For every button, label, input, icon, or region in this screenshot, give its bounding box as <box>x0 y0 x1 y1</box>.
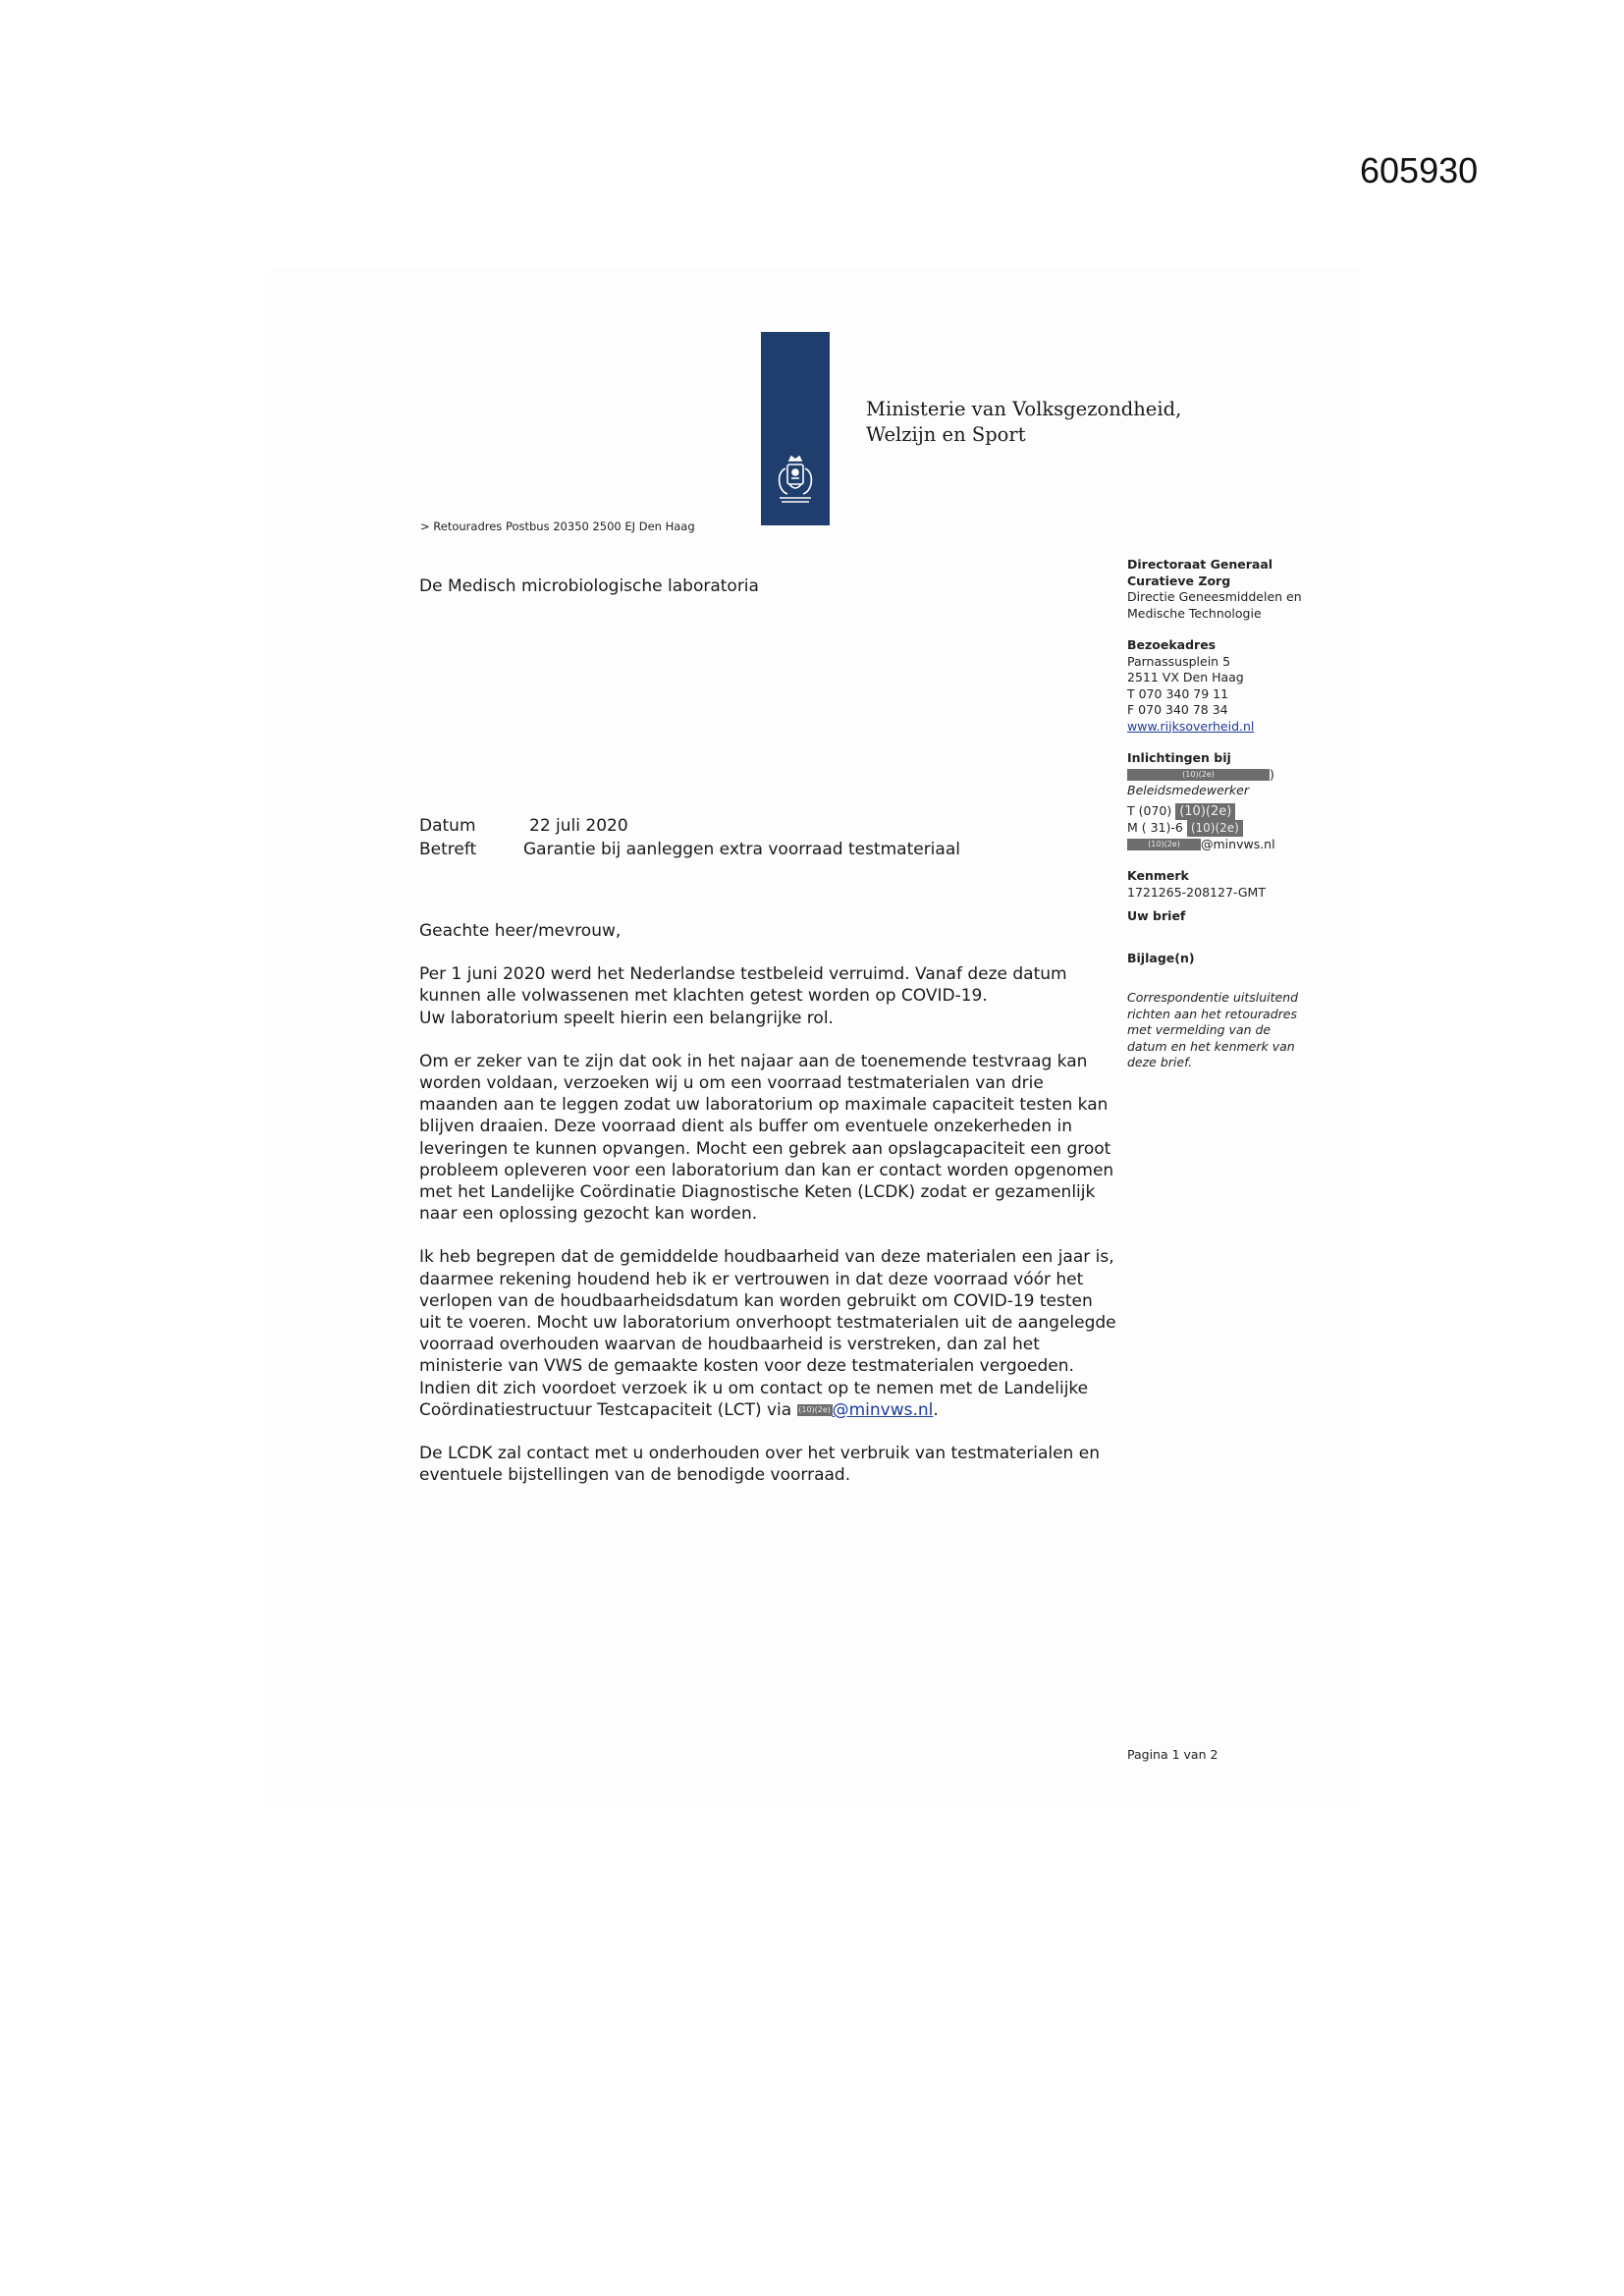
paragraph-4 <box>419 1443 1116 1486</box>
paragraph-line: verlopen van de houdbaarheidsdatum kan worden gebruikt om COVID-19 testen <box>419 1290 1093 1311</box>
contact-phone-row <box>1127 803 1314 820</box>
paragraph-line: kunnen alle volwassenen met klachten getest worden op COVID-19. <box>419 986 988 1007</box>
your-letter-block <box>1127 908 1314 925</box>
contact-mail-suffix[interactable]: @minvws.nl <box>1201 836 1275 851</box>
uwbrief-heading: Uw brief <box>1127 908 1186 923</box>
paragraph-line: Per 1 juni 2020 werd het Nederlandse testbeleid verruimd. Vanaf deze datum <box>419 964 1067 985</box>
correspondence-note <box>1127 990 1314 1071</box>
sidebar <box>1127 557 1314 1071</box>
subject-row <box>419 838 960 861</box>
subject-value: Garantie bij aanleggen extra voorraad testmateriaal <box>523 840 960 859</box>
date-row <box>419 814 960 838</box>
paragraph-line: met het Landelijke Coördinatie Diagnostische Keten (LCDK) zodat er gezamenlijk <box>419 1182 1096 1203</box>
paragraph-line: ministerie van VWS de gemaakte kosten voor deze testmaterialen vergoeden. <box>419 1356 1074 1377</box>
dg-line: Medische Technologie <box>1127 605 1262 621</box>
paragraph-line: naar een oplossing gezocht kan worden. <box>419 1204 758 1225</box>
attachments-block <box>1127 951 1314 967</box>
dg-line: Directie Geneesmiddelen en <box>1127 589 1302 604</box>
paragraph-3 <box>419 1246 1116 1421</box>
kenmerk-heading: Kenmerk <box>1127 868 1189 883</box>
sentence-end: . <box>933 1399 939 1420</box>
info-heading: Inlichtingen bij <box>1127 750 1231 765</box>
date-value: 22 juli 2020 <box>529 816 628 836</box>
phone-prefix: T (070) <box>1127 802 1172 818</box>
return-address: > Retouradres Postbus 20350 2500 EJ Den Haag <box>420 519 695 533</box>
redaction-block: (10)(2e) <box>1187 820 1243 837</box>
paragraph-line: maanden aan te leggen zodat uw laboratorium op maximale capaciteit testen kan <box>419 1095 1109 1116</box>
ministry-name <box>866 397 1181 448</box>
redaction-block: (10)(2e) <box>1127 839 1201 850</box>
dg-line: Directoraat Generaal <box>1127 557 1273 572</box>
paragraph-line: blijven draaien. Deze voorraad dient als buffer om eventuele onzekerheden in <box>419 1117 1073 1137</box>
redaction-block: (10)(2e) <box>1127 769 1270 781</box>
paragraph-line: daarmee rekening houdend heb ik er vertrouwen in dat deze voorraad vóór het <box>419 1269 1084 1289</box>
redaction-block: (10)(2e) <box>798 1404 831 1414</box>
paragraph-2 <box>419 1051 1116 1226</box>
contact-mail-row <box>1127 837 1314 853</box>
contact-mobile-row <box>1127 820 1314 837</box>
visit-fax: F 070 340 78 34 <box>1127 702 1228 717</box>
paragraph-line: voorraad overhouden waarvan de houdbaarheid is verstreken, dan zal het <box>419 1335 1040 1355</box>
lct-text: Coördinatiestructuur Testcapaciteit (LCT) via <box>419 1399 797 1420</box>
note-line: richten aan het retouradres <box>1127 1006 1297 1021</box>
lct-email-link[interactable]: @minvws.nl <box>832 1399 934 1420</box>
letter-meta <box>419 814 960 861</box>
note-line: datum en het kenmerk van <box>1127 1038 1295 1054</box>
paragraph-1 <box>419 963 1116 1029</box>
ministry-name-line2: Welzijn en Sport <box>866 423 1026 446</box>
paragraph-line: Indien dit zich voordoet verzoek ik u om contact op te nemen met de Landelijke <box>419 1378 1089 1398</box>
visit-city: 2511 VX Den Haag <box>1127 670 1244 684</box>
paragraph-line: uit te voeren. Mocht uw laboratorium onverhoopt testmaterialen uit de aangelegde <box>419 1313 1116 1334</box>
paragraph-line-with-email <box>419 1399 1116 1421</box>
paragraph-line: Ik heb begrepen dat de gemiddelde houdbaarheid van deze materialen een jaar is, <box>419 1247 1114 1268</box>
paragraph-line: De LCDK zal contact met u onderhouden over het verbruik van testmaterialen en <box>419 1444 1100 1464</box>
visit-street: Parnassusplein 5 <box>1127 653 1231 669</box>
visit-address-block <box>1127 637 1314 735</box>
dg-line: Curatieve Zorg <box>1127 573 1231 588</box>
kenmerk-value: 1721265-208127-GMT <box>1127 884 1266 900</box>
contact-block <box>1127 750 1314 852</box>
redaction-block: (10)(2e) <box>1175 803 1235 820</box>
note-line: Correspondentie uitsluitend <box>1127 990 1299 1005</box>
paragraph-line: Uw laboratorium speelt hierin een belangrijke rol. <box>419 1008 834 1028</box>
paragraph-line: leveringen te kunnen opvangen. Mocht een gebrek aan opslagcapaciteit een groot <box>419 1138 1111 1159</box>
visit-heading: Bezoekadres <box>1127 637 1217 652</box>
website-link[interactable]: www.rijksoverheid.nl <box>1127 718 1255 734</box>
contact-name-row <box>1127 767 1314 784</box>
contact-paren: ) <box>1270 766 1274 782</box>
ministry-name-line1: Ministerie van Volksgezondheid, <box>866 398 1182 420</box>
letter-body <box>419 920 1116 1507</box>
visit-phone: T 070 340 79 11 <box>1127 685 1229 701</box>
note-line: deze brief. <box>1127 1055 1193 1069</box>
bijlage-heading: Bijlage(n) <box>1127 950 1195 965</box>
date-label: Datum <box>419 816 476 836</box>
salutation: Geachte heer/mevrouw, <box>419 921 622 941</box>
page-number: Pagina 1 van 2 <box>1127 1747 1218 1762</box>
paragraph-line: eventuele bijstellingen van de benodigde voorraad. <box>419 1465 851 1486</box>
paragraph-line: Om er zeker van te zijn dat ook in het najaar aan de toenemende testvraag kan <box>419 1051 1088 1071</box>
rijksoverheid-logo-bar <box>761 332 830 525</box>
contact-role: Beleidsmedewerker <box>1127 783 1249 797</box>
subject-label: Betreft <box>419 840 477 859</box>
coat-of-arms-icon <box>772 455 819 506</box>
mobile-prefix: M ( 31)-6 <box>1127 819 1183 835</box>
reference-block <box>1127 868 1314 901</box>
department-block <box>1127 557 1314 622</box>
addressee: De Medisch microbiologische laboratoria <box>419 576 759 596</box>
document-number: 605930 <box>1360 150 1479 191</box>
paragraph-line: probleem opleveren voor een laboratorium dan kan er contact worden opgenomen <box>419 1160 1114 1180</box>
paragraph-line: worden voldaan, verzoeken wij u om een voorraad testmaterialen van drie <box>419 1073 1044 1094</box>
note-line: met vermelding van de <box>1127 1022 1272 1037</box>
